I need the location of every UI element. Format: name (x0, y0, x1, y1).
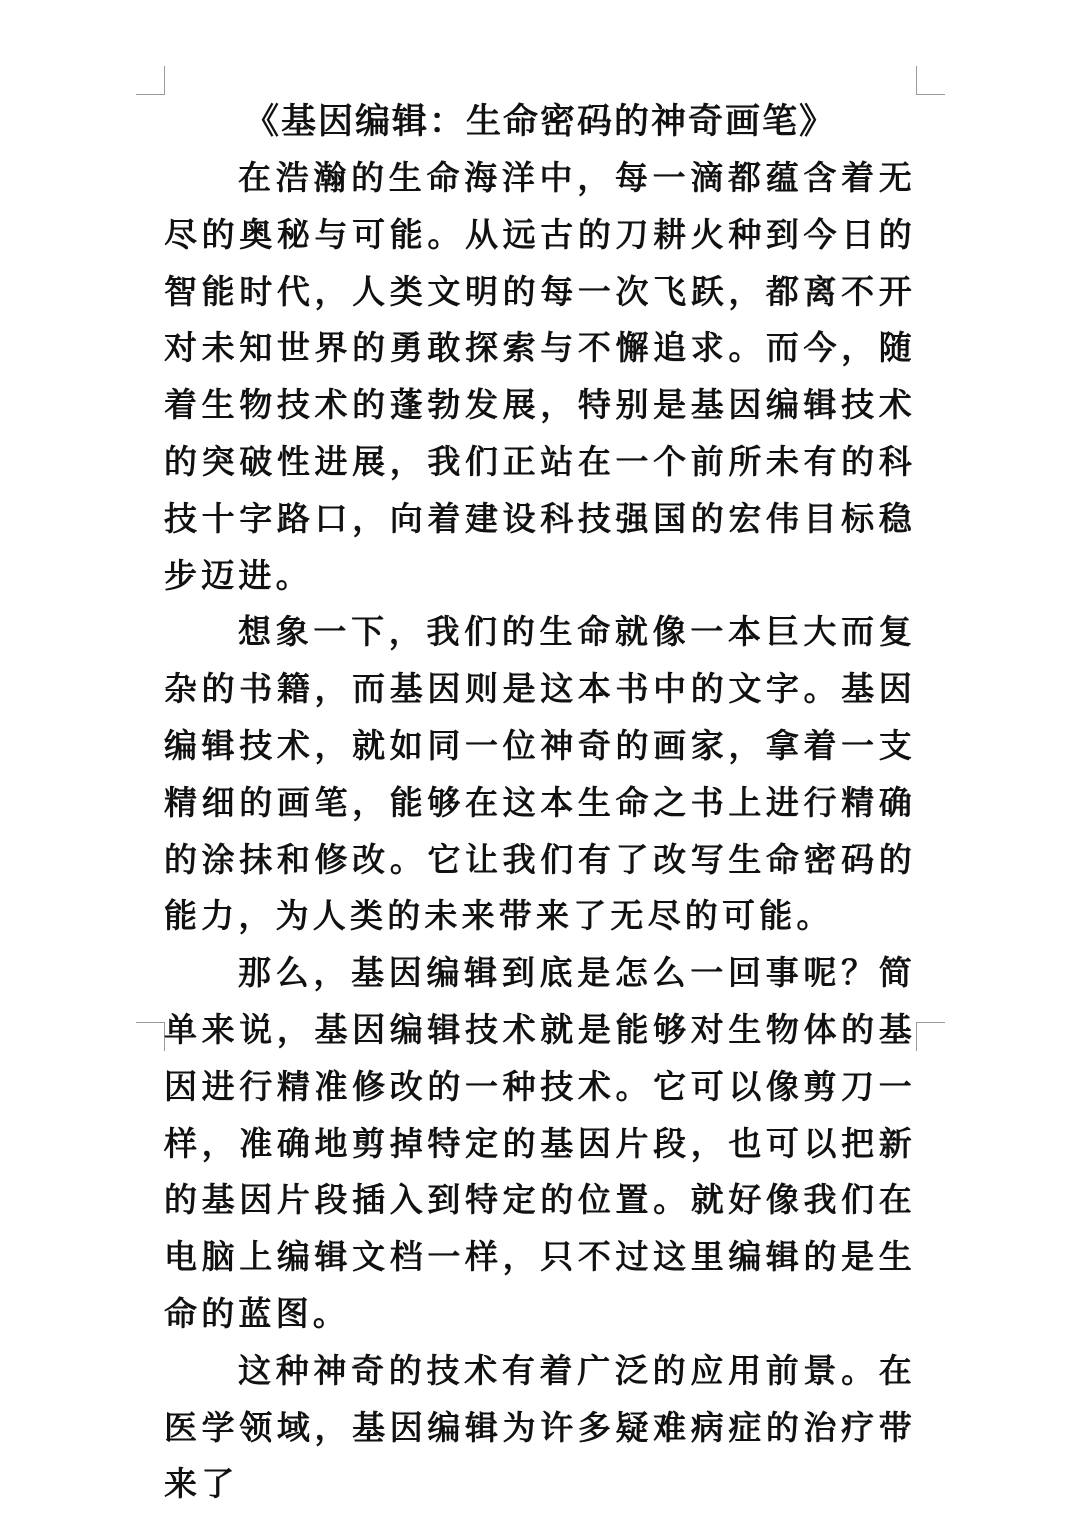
paragraph-3: 那么，基因编辑到底是怎么一回事呢？简单来说，基因编辑技术就是能够对生物体的基因进行精准修改的一种技术。它可以像剪刀一样，准确地剪掉特定的基因片段，也可以把新的基因片段插入到特定的位置。就好像我们在电脑上编辑文档一样，只不过这里编辑的是生命的蓝图。 (164, 953, 916, 1333)
document-body (164, 150, 916, 1513)
crop-mark-top-left (136, 66, 165, 95)
paragraph-1: 在浩瀚的生命海洋中，每一滴都蕴含着无尽的奥秘与可能。从远古的刀耕火种到今日的智能时代，人类文明的每一次飞跃，都离不开对未知世界的勇敢探索与不懈追求。而今，随着生物技术的蓬勃发展，特别是基因编辑技术的突破性进展，我们正站在一个前所未有的科技十字路口，向着建设科技强国的宏伟目标稳步迈进。 (164, 158, 916, 595)
document-title: 《基因编辑：生命密码的神奇画笔》 (243, 101, 836, 142)
crop-mark-bottom-left (136, 1022, 165, 1051)
paragraph-2: 想象一下，我们的生命就像一本巨大而复杂的书籍，而基因则是这本书中的文字。基因编辑技术，就如同一位神奇的画家，拿着一支精细的画笔，能够在这本生命之书上进行精确的涂抹和修改。它让我们有了改写生命密码的能力，为人类的未来带来了无尽的可能。 (164, 612, 916, 936)
paragraph-4: 这种神奇的技术有着广泛的应用前景。在医学领域，基因编辑为许多疑难病症的治疗带来了 (164, 1350, 916, 1504)
crop-mark-bottom-right (916, 1022, 945, 1051)
crop-mark-top-right (916, 66, 945, 95)
